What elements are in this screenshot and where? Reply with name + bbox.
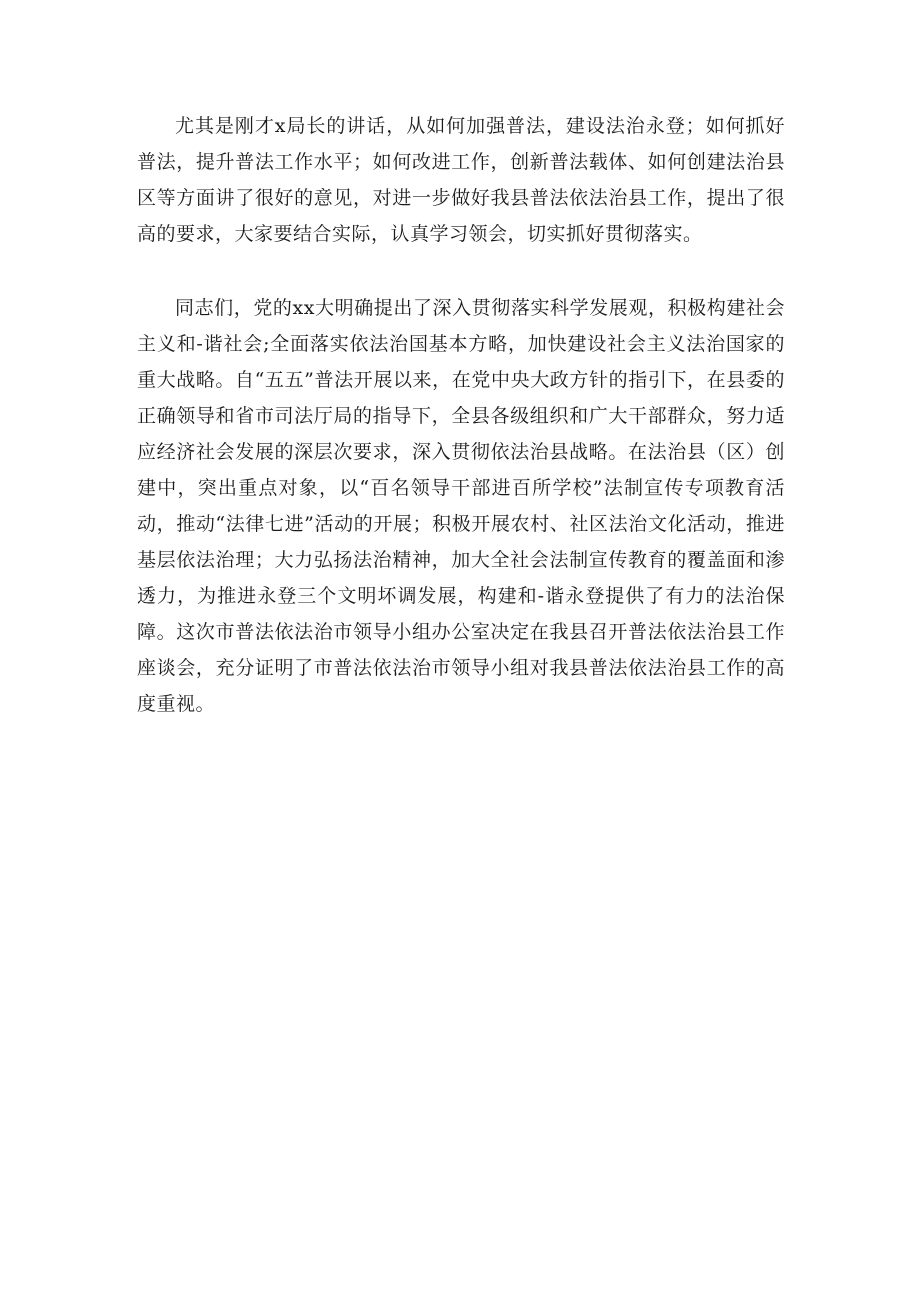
- document-body: [137, 108, 785, 722]
- paragraph-2: 同志们，党的xx大明确提出了深入贯彻落实科学发展观，积极构建社会主义和-谐社会;全面落实依法治国基本方略，加快建设社会主义法治国家的重大战略。自“五五”普法开展以来，在党中央大政方针的指引下，在县委的正确领导和省市司法厅局的指导下，全县各级组织和广大干部群众，努力适应经济社会发展的深层次要求，深入贯彻依法治县战略。在法治县（区）创建中，突出重点对象，以“百名领导干部进百所学校”法制宣传专项教育活动，推动“法律七进”活动的开展；积极开展农村、社区法治文化活动，推进基层依法治理；大力弘扬法治精神，加大全社会法制宣传教育的覆盖面和渗透力，为推进永登三个文明坏调发展，构建和-谐永登提供了有力的法治保障。这次市普法依法治市领导小组办公室决定在我县召开普法依法治县工作座谈会，充分证明了市普法依法治市领导小组对我县普法依法治县工作的高度重视。: [137, 297, 785, 715]
- paragraph-1: 尤其是刚才x局长的讲话，从如何加强普法，建设法治永登；如何抓好普法，提升普法工作水平；如何改进工作，创新普法载体、如何创建法治县区等方面讲了很好的意见，对进一步做好我县普法依法治县工作，提出了很高的要求，大家要结合实际，认真学习领会，切实抓好贯彻落实。: [137, 115, 785, 245]
